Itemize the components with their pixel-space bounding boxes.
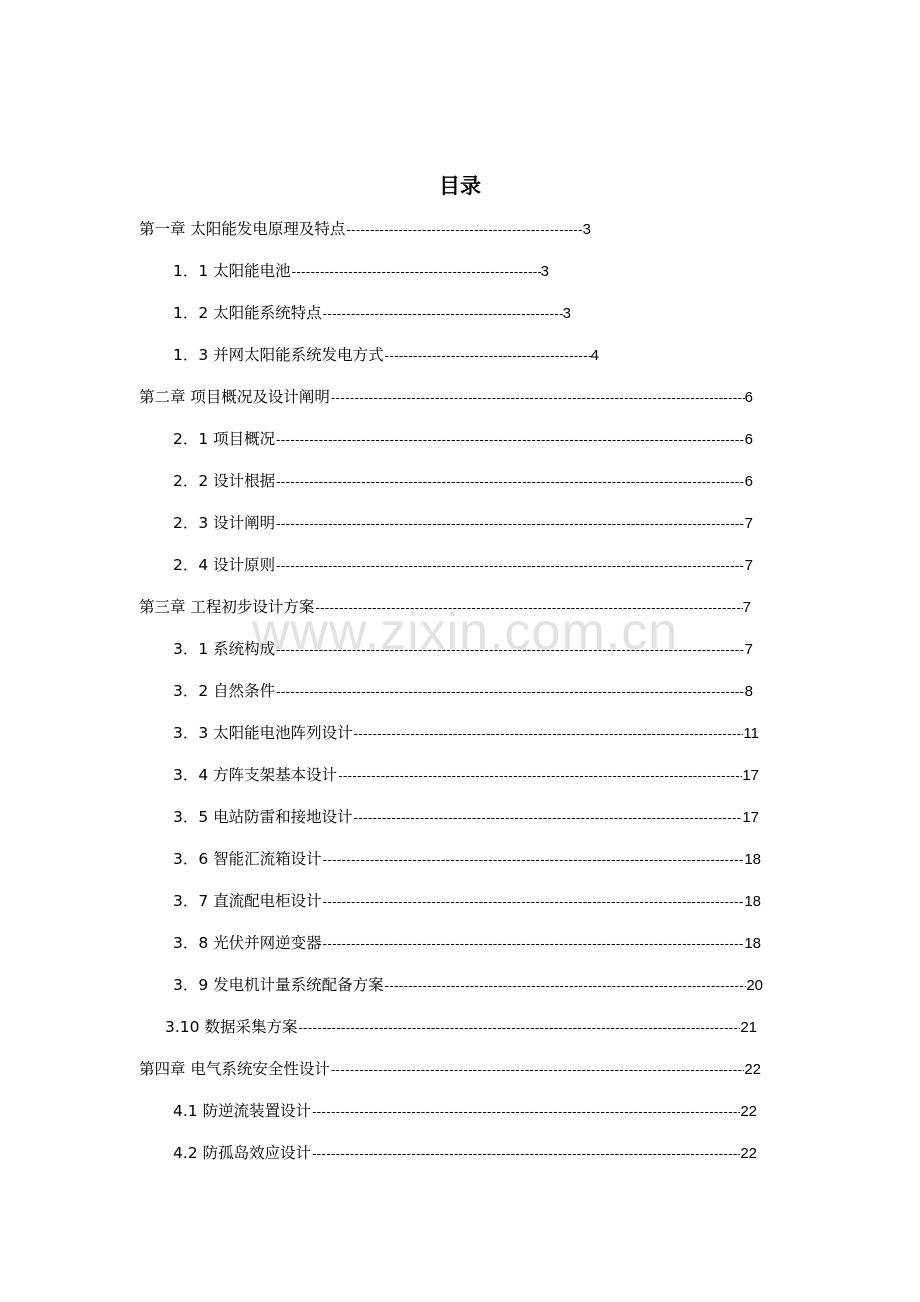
dot-leader xyxy=(275,679,745,704)
dot-leader xyxy=(384,973,747,998)
toc-entry-page: 6 xyxy=(744,389,753,406)
toc-entry-label: 第四章 电气系统安全性设计 xyxy=(139,1060,330,1078)
dot-leader xyxy=(322,301,563,326)
toc-entry-1-2[interactable] xyxy=(173,300,571,326)
toc-entry-page: 7 xyxy=(744,557,753,574)
toc-entry-2-1[interactable] xyxy=(173,426,753,452)
dot-leader xyxy=(345,217,582,242)
toc-entry-1-3[interactable] xyxy=(173,342,599,368)
dot-leader xyxy=(275,511,745,536)
toc-entry-label: 4.2 防孤岛效应设计 xyxy=(173,1144,312,1162)
toc-entry-label: 3．7 直流配电柜设计 xyxy=(173,892,322,910)
toc-entry-3-4[interactable] xyxy=(173,762,759,788)
toc-entry-label: 3.10 数据采集方案 xyxy=(165,1018,298,1036)
toc-entry-3-1[interactable] xyxy=(173,636,753,662)
toc-entry-label: 第三章 工程初步设计方案 xyxy=(139,598,315,616)
toc-entry-label: 1．3 并网太阳能系统发电方式 xyxy=(173,346,384,364)
toc-entry-3-2[interactable] xyxy=(173,678,753,704)
toc-entry-label: 3．2 自然条件 xyxy=(173,682,276,700)
dot-leader xyxy=(330,1057,744,1082)
toc-entry-page: 18 xyxy=(744,935,761,952)
toc-entry-label: 3．3 太阳能电池阵列设计 xyxy=(173,724,353,742)
watermark: www.zixin.com.cn xyxy=(251,603,679,661)
toc-entry-label: 3．9 发电机计量系统配备方案 xyxy=(173,976,384,994)
dot-leader xyxy=(275,427,745,452)
dot-leader xyxy=(275,553,745,578)
toc-entry-page: 3 xyxy=(582,221,591,238)
toc-entry-2-4[interactable] xyxy=(173,552,753,578)
toc-entry-3-10[interactable] xyxy=(165,1014,757,1040)
toc-entry-3-6[interactable] xyxy=(173,846,761,872)
toc-entry-label: 4.1 防逆流装置设计 xyxy=(173,1102,312,1120)
dot-leader xyxy=(322,847,745,872)
toc-entry-label: 第二章 项目概况及设计阐明 xyxy=(139,388,330,406)
dot-leader xyxy=(353,721,744,746)
toc-entry-page: 4 xyxy=(590,347,599,364)
toc-entry-page: 18 xyxy=(744,893,761,910)
dot-leader xyxy=(314,595,742,620)
toc-entry-label: 2．2 设计根据 xyxy=(173,472,276,490)
toc-entry-label: 1．2 太阳能系统特点 xyxy=(173,304,322,322)
toc-entry-label: 3．1 系统构成 xyxy=(173,640,276,658)
toc-entry-chapter-3[interactable] xyxy=(139,594,751,620)
toc-entry-page: 17 xyxy=(742,767,759,784)
toc-entry-label: 3．8 光伏并网逆变器 xyxy=(173,934,322,952)
dot-leader xyxy=(311,1099,740,1124)
dot-leader xyxy=(275,469,745,494)
toc-entry-chapter-2[interactable] xyxy=(139,384,753,410)
toc-entry-3-5[interactable] xyxy=(173,804,759,830)
toc-entry-label: 3．6 智能汇流箱设计 xyxy=(173,850,322,868)
toc-entry-label: 3．4 方阵支架基本设计 xyxy=(173,766,338,784)
toc-entry-page: 18 xyxy=(744,851,761,868)
toc-entry-page: 11 xyxy=(743,725,759,742)
toc-entry-chapter-1[interactable] xyxy=(139,216,591,242)
toc-entry-2-3[interactable] xyxy=(173,510,753,536)
toc-entry-page: 22 xyxy=(744,1061,761,1078)
toc-entry-page: 6 xyxy=(744,473,753,490)
toc-entry-page: 17 xyxy=(742,809,759,826)
dot-leader xyxy=(337,763,742,788)
toc-entry-3-9[interactable] xyxy=(173,972,763,998)
toc-entry-page: 3 xyxy=(562,305,571,322)
toc-entry-page: 8 xyxy=(744,683,753,700)
toc-entry-label: 2．4 设计原则 xyxy=(173,556,276,574)
toc-entry-page: 3 xyxy=(540,263,549,280)
toc-entry-3-8[interactable] xyxy=(173,930,761,956)
toc-entry-chapter-4[interactable] xyxy=(139,1056,761,1082)
toc-entry-page: 21 xyxy=(740,1019,757,1036)
toc-entry-page: 22 xyxy=(740,1103,757,1120)
toc-entry-page: 22 xyxy=(740,1145,757,1162)
toc-entry-label: 第一章 太阳能发电原理及特点 xyxy=(139,220,346,238)
toc-entry-3-3[interactable] xyxy=(173,720,759,746)
toc-entry-page: 6 xyxy=(744,431,753,448)
dot-leader xyxy=(322,931,745,956)
dot-leader xyxy=(322,889,745,914)
toc-entry-4-1[interactable] xyxy=(173,1098,757,1124)
toc-entry-page: 7 xyxy=(742,599,751,616)
toc-entry-2-2[interactable] xyxy=(173,468,753,494)
dot-leader xyxy=(297,1015,740,1040)
dot-leader xyxy=(311,1141,740,1166)
toc-title: 目录 xyxy=(439,174,481,198)
dot-leader xyxy=(384,343,591,368)
toc-entry-page: 7 xyxy=(744,641,753,658)
toc-entry-label: 3．5 电站防雷和接地设计 xyxy=(173,808,353,826)
toc-entry-4-2[interactable] xyxy=(173,1140,757,1166)
toc-entry-3-7[interactable] xyxy=(173,888,761,914)
dot-leader xyxy=(330,385,745,410)
toc-entry-page: 20 xyxy=(746,977,763,994)
dot-leader xyxy=(275,637,745,662)
dot-leader xyxy=(353,805,743,830)
toc-entry-label: 2．3 设计阐明 xyxy=(173,514,276,532)
dot-leader xyxy=(291,259,541,284)
toc-entry-1-1[interactable] xyxy=(173,258,549,284)
toc-entry-page: 7 xyxy=(744,515,753,532)
toc-entry-label: 2．1 项目概况 xyxy=(173,430,276,448)
toc-entry-label: 1．1 太阳能电池 xyxy=(173,262,291,280)
